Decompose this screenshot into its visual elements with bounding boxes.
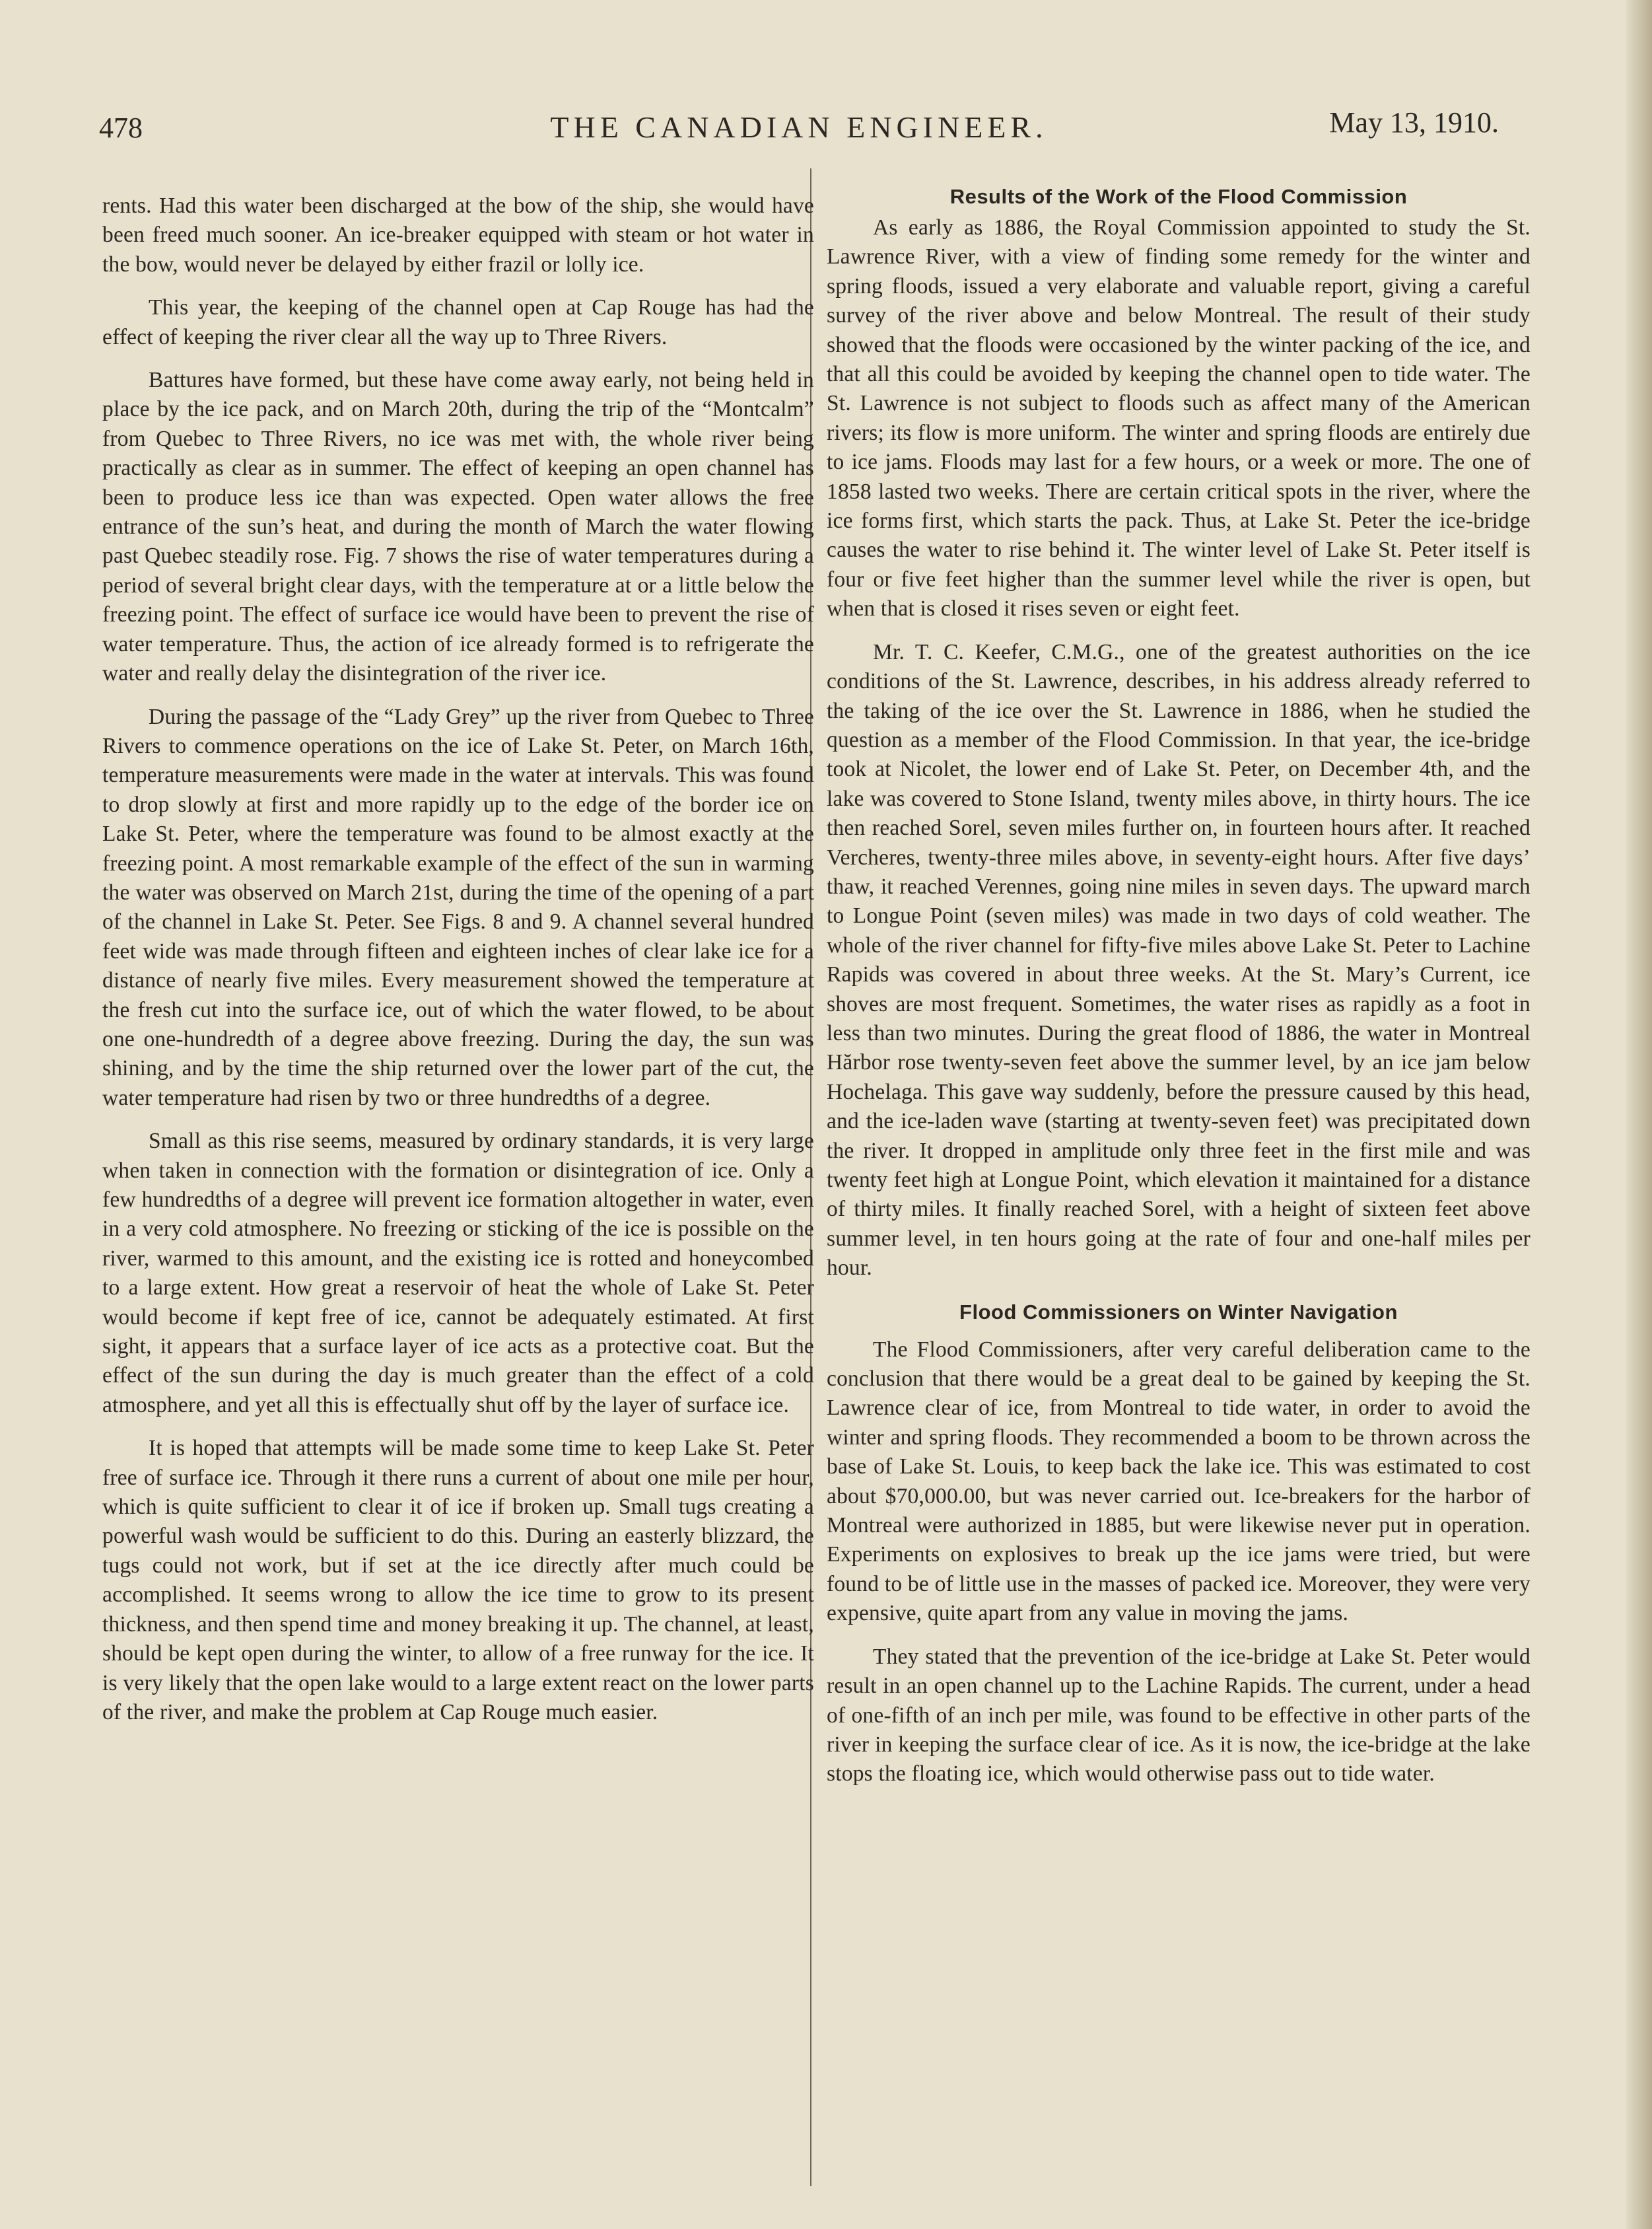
page-edge-shadow xyxy=(1626,0,1652,2229)
journal-title: THE CANADIAN ENGINEER. xyxy=(550,110,1048,144)
left-column xyxy=(102,192,814,1741)
paragraph: Battures have formed, but these have come away early, not being held in place by the ice pack, and on March 20th, during the trip of the “Montcalm” from Quebec to Three Rivers, no ice was met with, the whole river being practically as clear as in summer. The effect of keeping an open channel has been to produce less ice than was expected. Open water allows the free entrance of the sun’s heat, and during the month of March the water flowing past Quebec steadily rose. Fig. 7 shows the rise of water temperatures during a period of several bright clear days, with the temperature at or a little below the freezing point. The effect of surface ice would have been to prevent the rise of water temperature. Thus, the action of ice already formed is to refrigerate the water and really delay the disintegration of the river ice. xyxy=(102,368,814,686)
paragraph: During the passage of the “Lady Grey” up the river from Quebec to Three Rivers to commence operations on the ice of Lake St. Peter, on March 16th, temperature measurements were made in the water at intervals. This was found to drop slowly at first and more rapidly up to the edge of the border ice on Lake St. Peter, where the temperature was found to be almost exactly at the freezing point. A most remarkable example of the effect of the sun in warming the water was observed on March 21st, during the time of the opening of a part of the channel in Lake St. Peter. See Figs. 8 and 9. A channel several hundred feet wide was made through fifteen and eighteen inches of clear lake ice for a distance of nearly five miles. Every measurement showed the temperature at the fresh cut into the surface ice, out of which the water flowed, to be about one one-hundredth of a degree above freezing. During the day, the sun was shining, and by the time the ship returned over the lower part of the cut, the water temperature had risen by two or three hundredths of a degree. xyxy=(102,704,814,1110)
paragraph: Mr. T. C. Keefer, C.M.G., one of the greatest authorities on the ice conditions of the St. Lawrence, describes, in his address already referred to the taking of the ice over the St. Lawrence in 1886, when he studied the question as a member of the Flood Commission. In that year, the ice-bridge took at Nicolet, the lower end of Lake St. Peter, on December 4th, and the lake was covered to Stone Island, twenty miles above, in thirty hours. The ice then reached Sorel, seven miles further on, in fourteen hours after. It reached Vercheres, twenty-three miles above, in seventy-eight hours. After five days’ thaw, it reached Verennes, going nine miles in seven days. The upward march to Longue Point (seven miles) was made in two days of cold weather. The whole of the river channel for fifty-five miles above Lake St. Peter to Lachine Rapids was covered in about three weeks. At the St. Mary’s Current, ice shoves are most frequent. Sometimes, the water rises as rapidly as a foot in less than two minutes. During the great flood of 1886, the water in Montreal Hărbor rose twenty-seven feet above the summer level, by an ice jam below Hochelaga. This gave way suddenly, before the pressure caused by this head, and the ice-laden wave (starting at twenty-seven feet) was precipitated down the river. It dropped in amplitude only three feet in the first mile and was twenty feet high at Longue Point, which elevation it maintained for a distance of thirty miles. It finally reached Sorel, with a height of sixteen feet above summer level, in ten hours going at the rate of four and one-half miles per hour. xyxy=(827,639,1531,1281)
paragraph: The Flood Commissioners, after very careful deliberation came to the conclusion that there would be a great deal to be gained by keeping the St. Lawrence clear of ice, from Montreal to tide water, in order to avoid the winter and spring floods. They recommended a boom to be thrown across the base of Lake St. Louis, to keep back the lake ice. This was estimated to cost about $70,000.00, but was never carried out. Ice-breakers for the harbor of Montreal were authorized in 1885, but were likewise never put in operation. Experiments on explosives to break up the ice jams were tried, but were found to be of little use in the masses of packed ice. Moreover, they were very expensive, quite apart from any value in moving the jams. xyxy=(827,1337,1531,1626)
paragraph: As early as 1886, the Royal Commission appointed to study the St. Lawrence River, with a view of finding some remedy for the winter and spring floods, issued a very elaborate and valuable report, giving a careful survey of the river above and below Montreal. The result of their study showed that the floods were occasioned by the winter packing of the ice, and that all this could be avoided by keeping the channel open to tide water. The St. Lawrence is not subject to floods such as affect many of the American rivers; its flow is more uniform. The winter and spring floods are entirely due to ice jams. Floods may last for a few hours, or a week or more. The one of 1858 lasted two weeks. There are certain critical spots in the river, where the ice forms first, which starts the pack. Thus, at Lake St. Peter the ice-bridge causes the water to rise behind it. The winter level of Lake St. Peter itself is four or five feet higher than the summer level while the river is open, but when that is closed it rises seven or eight feet. xyxy=(827,215,1531,621)
paragraph: They stated that the prevention of the ice-bridge at Lake St. Peter would result in an open channel up to the Lachine Rapids. The current, under a head of one-fifth of an inch per mile, was found to be effective in other parts of the river in keeping the surface clear of ice. As it is now, the ice-bridge at the lake stops the floating ice, which would otherwise pass out to tide water. xyxy=(827,1644,1531,1787)
right-column xyxy=(827,182,1531,1803)
paragraph: rents. Had this water been discharged at the bow of the ship, she would have been freed much sooner. An ice-breaker equipped with steam or hot water in the bow, would never be delayed by either frazil or lolly ice. xyxy=(102,194,814,277)
issue-date: May 13, 1910. xyxy=(1329,106,1499,139)
paragraph: It is hoped that attempts will be made some time to keep Lake St. Peter free of surface ice. Through it there runs a current of about one mile per hour, which is quite sufficient to clear it of ice if broken up. Small tugs creating a powerful wash would be sufficient to do this. During an easterly blizzard, the tugs could not work, but if set at the ice directly after much could be accomplished. It seems wrong to allow the ice time to grow to its present thickness, and then spend time and money breaking it up. The channel, at least, should be kept open during the winter, to allow of a free runway for the ice. It is very likely that the open lake would to a large extent react on the lower parts of the river, and make the problem at Cap Rouge much easier. xyxy=(102,1436,814,1724)
paragraph: This year, the keeping of the channel open at Cap Rouge has had the effect of keeping the river clear all the way up to Three Rivers. xyxy=(102,295,814,349)
page-header xyxy=(99,98,1499,157)
page-number: 478 xyxy=(99,112,143,144)
paragraph: Small as this rise seems, measured by ordinary standards, it is very large when taken in connection with the formation or disintegration of ice. Only a few hundredths of a degree will prevent ice formation altogether in water, even in a very cold atmosphere. No freezing or sticking of the ice is possible on the river, warmed to this amount, and the existing ice is rotted and honeycombed to a large extent. How great a reservoir of heat the whole of Lake St. Peter would become if kept free of ice, cannot be adequately estimated. At first sight, it appears that a surface layer of ice acts as a protective coat. But the effect of the sun during the day is much greater than the effect of a cold atmosphere, and yet all this is effectually shut off by the layer of surface ice. xyxy=(102,1129,814,1417)
section-heading: Flood Commissioners on Winter Navigation xyxy=(959,1300,1398,1324)
section-heading: Results of the Work of the Flood Commission xyxy=(949,185,1408,208)
